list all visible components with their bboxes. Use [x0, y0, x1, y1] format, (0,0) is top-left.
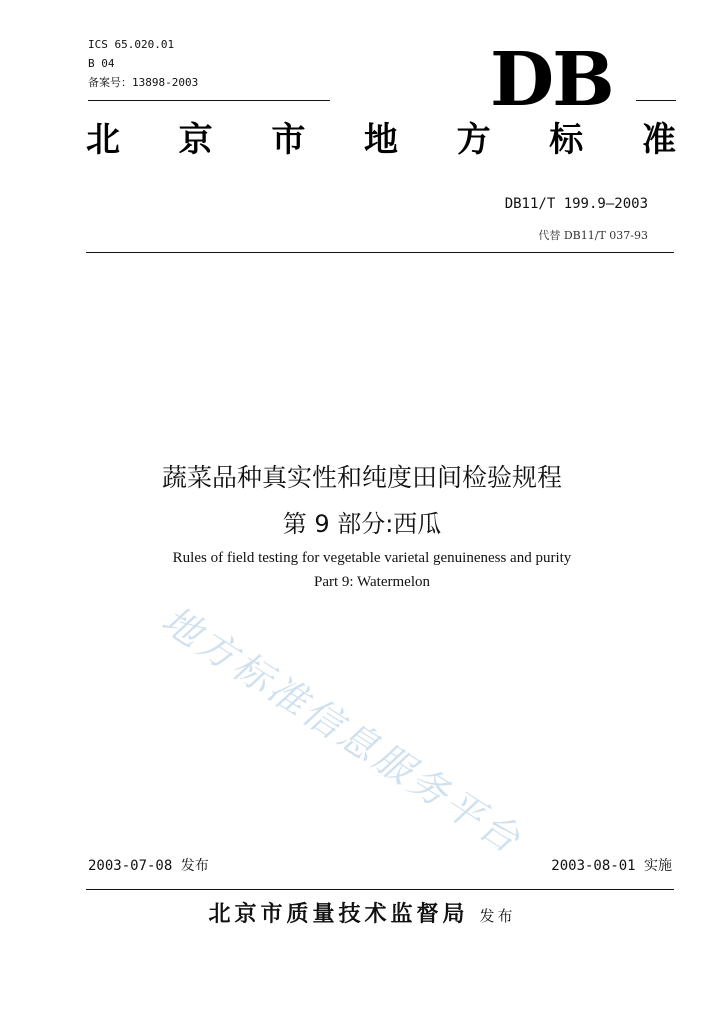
issuer-line [0, 897, 724, 928]
document-part-cn: 第 9 部分:西瓜 [282, 510, 442, 538]
header-bottom-rule [86, 252, 674, 253]
title-char: 北 [86, 120, 120, 160]
db-logo: DB [490, 37, 613, 123]
standard-category-title [86, 118, 676, 162]
standard-number: DB11/T 199.9—2003 [504, 196, 648, 212]
title-char: 市 [271, 120, 306, 160]
implement-date: 2003-08-01 实施 [551, 858, 672, 874]
issuer-suffix: 发布 [479, 907, 516, 925]
classification-code: B 04 [88, 57, 115, 70]
title-char: 标 [549, 120, 584, 160]
watermark: 地方标准信息服务平台 [154, 597, 531, 864]
document-part-en: Part 9: Watermelon [314, 574, 430, 590]
record-number: 备案号：13898-2003 [88, 76, 199, 89]
title-char: 准 [641, 120, 676, 160]
title-char: 方 [456, 120, 491, 160]
document-title-en: Rules of field testing for vegetable varietal genuineness and purity [172, 550, 572, 566]
ics-code: ICS 65.020.01 [88, 38, 175, 51]
title-char: 京 [178, 120, 213, 160]
logo-underline [636, 100, 676, 101]
title-char: 地 [363, 120, 398, 160]
header-left-rule [88, 100, 330, 101]
publish-date: 2003-07-08 发布 [88, 858, 209, 874]
document-title-cn: 蔬菜品种真实性和纯度田间检验规程 [161, 463, 562, 492]
footer-rule [86, 889, 674, 890]
replaces-standard: 代替 DB11/T 037-93 [538, 229, 648, 242]
issuer-name: 北京市质量技术监督局 [208, 902, 469, 927]
